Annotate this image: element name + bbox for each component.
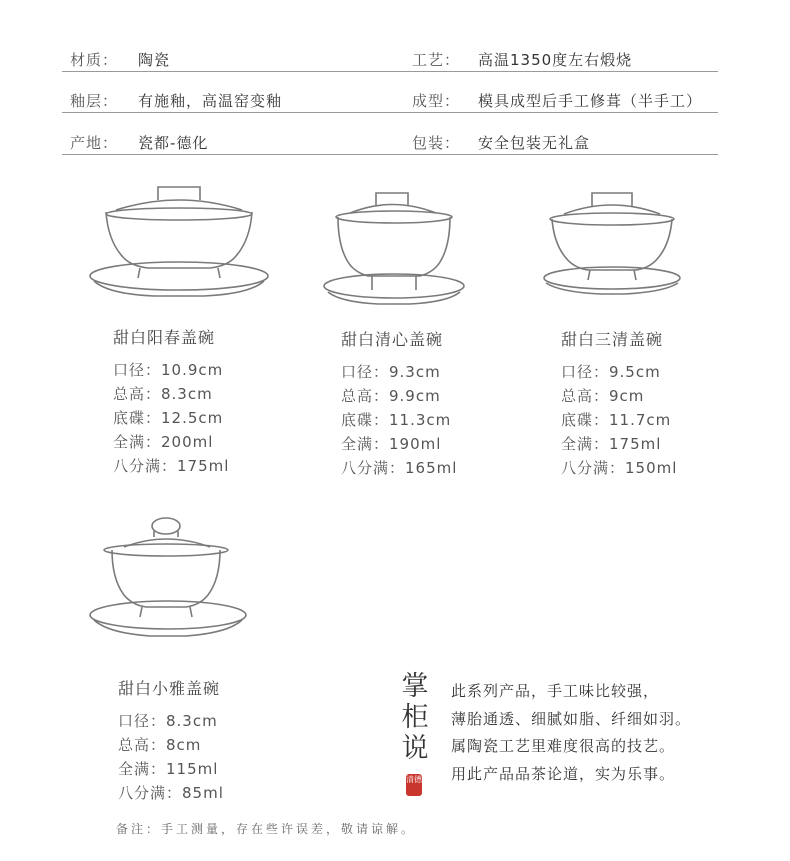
product-spec-line: 总高：9.9cm	[341, 387, 441, 405]
product-spec-line: 八分满：150ml	[561, 459, 678, 477]
measurement-note: 备注：手工测量，存在些许误差，敬请谅解。	[116, 822, 417, 836]
product-name: 甜白清心盖碗	[341, 330, 444, 349]
spec-row-material	[62, 49, 718, 72]
spec-value: 陶瓷	[138, 51, 171, 69]
product-name: 甜白小雅盖碗	[118, 679, 221, 698]
spec-label: 包装：	[412, 134, 461, 152]
product-spec-line: 总高：8.3cm	[113, 385, 213, 403]
statement-line: 属陶瓷工艺里难度很高的技艺。	[451, 737, 676, 755]
spec-row-origin	[62, 132, 718, 155]
product-name: 甜白三清盖碗	[561, 330, 664, 349]
spec-label: 釉层：	[70, 92, 119, 110]
shopkeeper-says-title	[398, 671, 432, 764]
product-spec-line: 全满：190ml	[341, 435, 442, 453]
spec-label: 产地：	[70, 134, 119, 152]
product-yangchun	[113, 325, 229, 478]
product-spec-line: 全满：200ml	[113, 433, 214, 451]
product-spec-line: 全满：175ml	[561, 435, 662, 453]
statement-line: 此系列产品，手工味比较强，	[451, 682, 660, 700]
spec-value: 瓷都-德化	[138, 134, 209, 152]
product-qingxin	[341, 327, 457, 480]
product-spec-line: 口径：10.9cm	[113, 361, 224, 379]
product-spec-line: 口径：9.5cm	[561, 363, 661, 381]
spec-value: 高温1350度左右煅烧	[478, 51, 633, 69]
product-spec-line: 总高：9cm	[561, 387, 645, 405]
product-spec-line: 底碟：12.5cm	[113, 409, 224, 427]
spec-label: 成型：	[412, 92, 461, 110]
title-char: 说	[401, 733, 429, 764]
product-spec-line: 底碟：11.7cm	[561, 411, 672, 429]
spec-label: 工艺：	[412, 51, 461, 69]
product-spec-line: 八分满：175ml	[113, 457, 230, 475]
gaiwan-qingxin-illustration	[322, 188, 466, 310]
product-spec-line: 八分满：85ml	[118, 784, 224, 802]
product-spec-line: 八分满：165ml	[341, 459, 458, 477]
statement-line: 薄胎通透、细腻如脂、纤细如羽。	[451, 709, 692, 728]
product-xiaoya	[118, 676, 224, 805]
spec-value: 模具成型后手工修葺（半手工）	[478, 92, 703, 110]
spec-row-glaze	[62, 90, 718, 113]
red-seal-stamp: 清德	[406, 774, 422, 796]
product-sanqing	[561, 327, 677, 480]
product-spec-line: 全满：115ml	[118, 760, 219, 778]
title-char: 掌	[401, 671, 429, 702]
product-name: 甜白阳春盖碗	[113, 328, 216, 347]
shopkeeper-statement	[451, 678, 691, 788]
statement-line: 用此产品品茶论道，实为乐事。	[451, 764, 676, 783]
spec-value: 有施釉，高温窑变釉	[138, 92, 283, 110]
product-spec-line: 总高：8cm	[118, 736, 202, 754]
spec-value: 安全包装无礼盒	[478, 134, 591, 152]
gaiwan-sanqing-illustration	[540, 188, 684, 300]
gaiwan-xiaoya-illustration	[88, 515, 256, 645]
gaiwan-yangchun-illustration	[88, 182, 274, 314]
title-char: 柜	[401, 702, 429, 733]
product-spec-line: 口径：9.3cm	[341, 363, 441, 381]
spec-label: 材质：	[70, 51, 119, 69]
product-spec-line: 底碟：11.3cm	[341, 411, 452, 429]
product-spec-line: 口径：8.3cm	[118, 712, 218, 730]
